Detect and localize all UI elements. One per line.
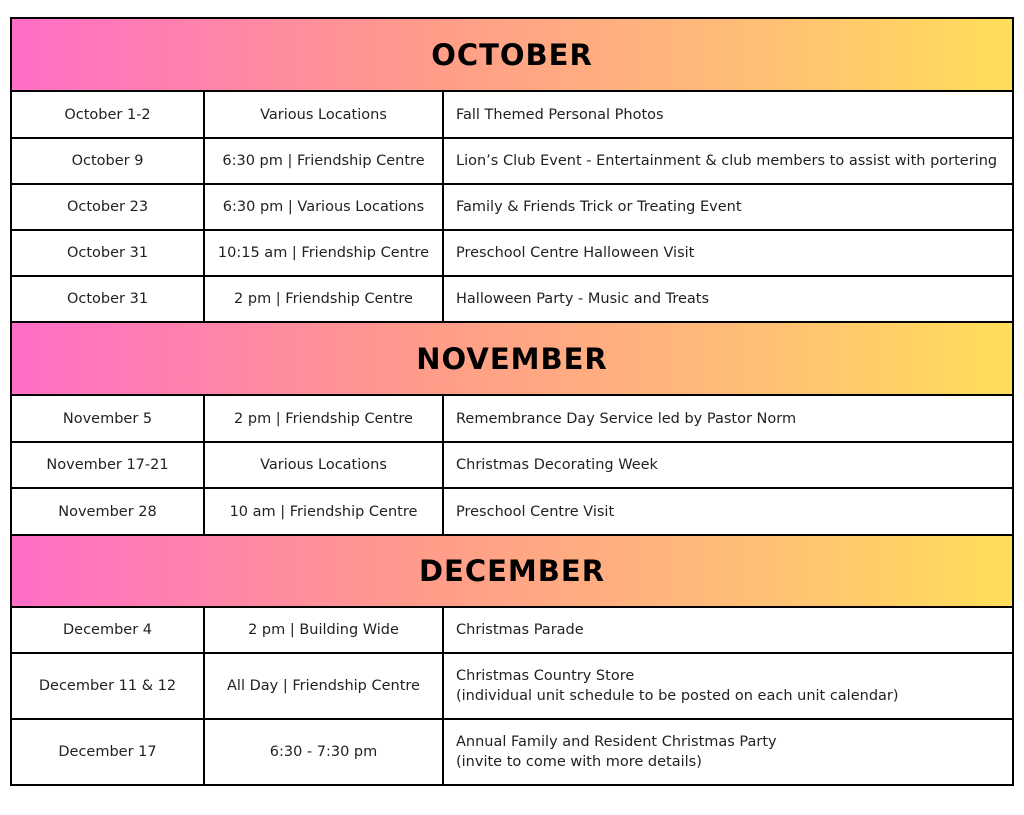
event-schedule [10, 19, 1014, 786]
event-date: November 5 [12, 396, 205, 441]
event-row [10, 275, 1014, 323]
event-description [444, 720, 1012, 784]
event-description [444, 608, 1012, 652]
event-description [444, 277, 1012, 321]
event-row [10, 229, 1014, 277]
event-time-location: 2 pm | Friendship Centre [205, 277, 444, 321]
event-row [10, 441, 1014, 489]
event-description [444, 443, 1012, 487]
event-description-line: Preschool Centre Visit [456, 503, 615, 520]
event-date: October 23 [12, 185, 205, 229]
month-title: NOVEMBER [416, 341, 608, 376]
event-date: October 31 [12, 231, 205, 275]
month-header [10, 534, 1014, 608]
event-date: November 17-21 [12, 443, 205, 487]
event-time-location: All Day | Friendship Centre [205, 654, 444, 718]
month-header [10, 17, 1014, 92]
event-row [10, 487, 1014, 536]
event-row [10, 137, 1014, 185]
event-time-location: Various Locations [205, 92, 444, 137]
event-description [444, 654, 1012, 718]
event-date: December 4 [12, 608, 205, 652]
event-description-line: Family & Friends Trick or Treating Event [456, 199, 742, 215]
event-date: November 28 [12, 489, 205, 534]
event-description-line: Annual Family and Resident Christmas Party [456, 734, 777, 750]
event-description-line: Christmas Country Store [456, 668, 635, 684]
event-time-location: 6:30 - 7:30 pm [205, 720, 444, 784]
month-header [10, 321, 1014, 396]
event-description-line: Christmas Parade [456, 622, 584, 638]
event-description [444, 185, 1012, 229]
event-description [444, 139, 1012, 183]
event-time-location: 10:15 am | Friendship Centre [205, 231, 444, 275]
event-date: October 1-2 [12, 92, 205, 137]
event-description [444, 396, 1012, 441]
event-time-location: Various Locations [205, 443, 444, 487]
event-description-line: Lion’s Club Event - Entertainment & club members to assist with portering [456, 153, 998, 169]
event-description-line: Christmas Decorating Week [456, 457, 658, 473]
event-date: December 11 & 12 [12, 654, 205, 718]
event-row [10, 718, 1014, 786]
event-date: October 31 [12, 277, 205, 321]
event-description [444, 231, 1012, 275]
event-description-line: Halloween Party - Music and Treats [456, 291, 710, 307]
event-time-location: 6:30 pm | Friendship Centre [205, 139, 444, 183]
event-description-line: (individual unit schedule to be posted on each unit calendar) [456, 688, 899, 704]
event-time-location: 6:30 pm | Various Locations [205, 185, 444, 229]
event-description-line: Fall Themed Personal Photos [456, 106, 664, 123]
event-date: December 17 [12, 720, 205, 784]
event-date: October 9 [12, 139, 205, 183]
event-description [444, 92, 1012, 137]
month-title: DECEMBER [418, 554, 606, 588]
event-description-line: (invite to come with more details) [456, 754, 702, 770]
event-row [10, 90, 1014, 139]
event-time-location: 10 am | Friendship Centre [205, 489, 444, 534]
event-description-line: Remembrance Day Service led by Pastor Norm [456, 410, 797, 427]
event-description-line: Preschool Centre Halloween Visit [456, 245, 695, 261]
event-row [10, 394, 1014, 443]
event-description [444, 489, 1012, 534]
event-row [10, 183, 1014, 231]
event-row [10, 652, 1014, 720]
month-title: OCTOBER [431, 37, 593, 72]
event-row [10, 606, 1014, 654]
event-time-location: 2 pm | Friendship Centre [205, 396, 444, 441]
event-time-location: 2 pm | Building Wide [205, 608, 444, 652]
